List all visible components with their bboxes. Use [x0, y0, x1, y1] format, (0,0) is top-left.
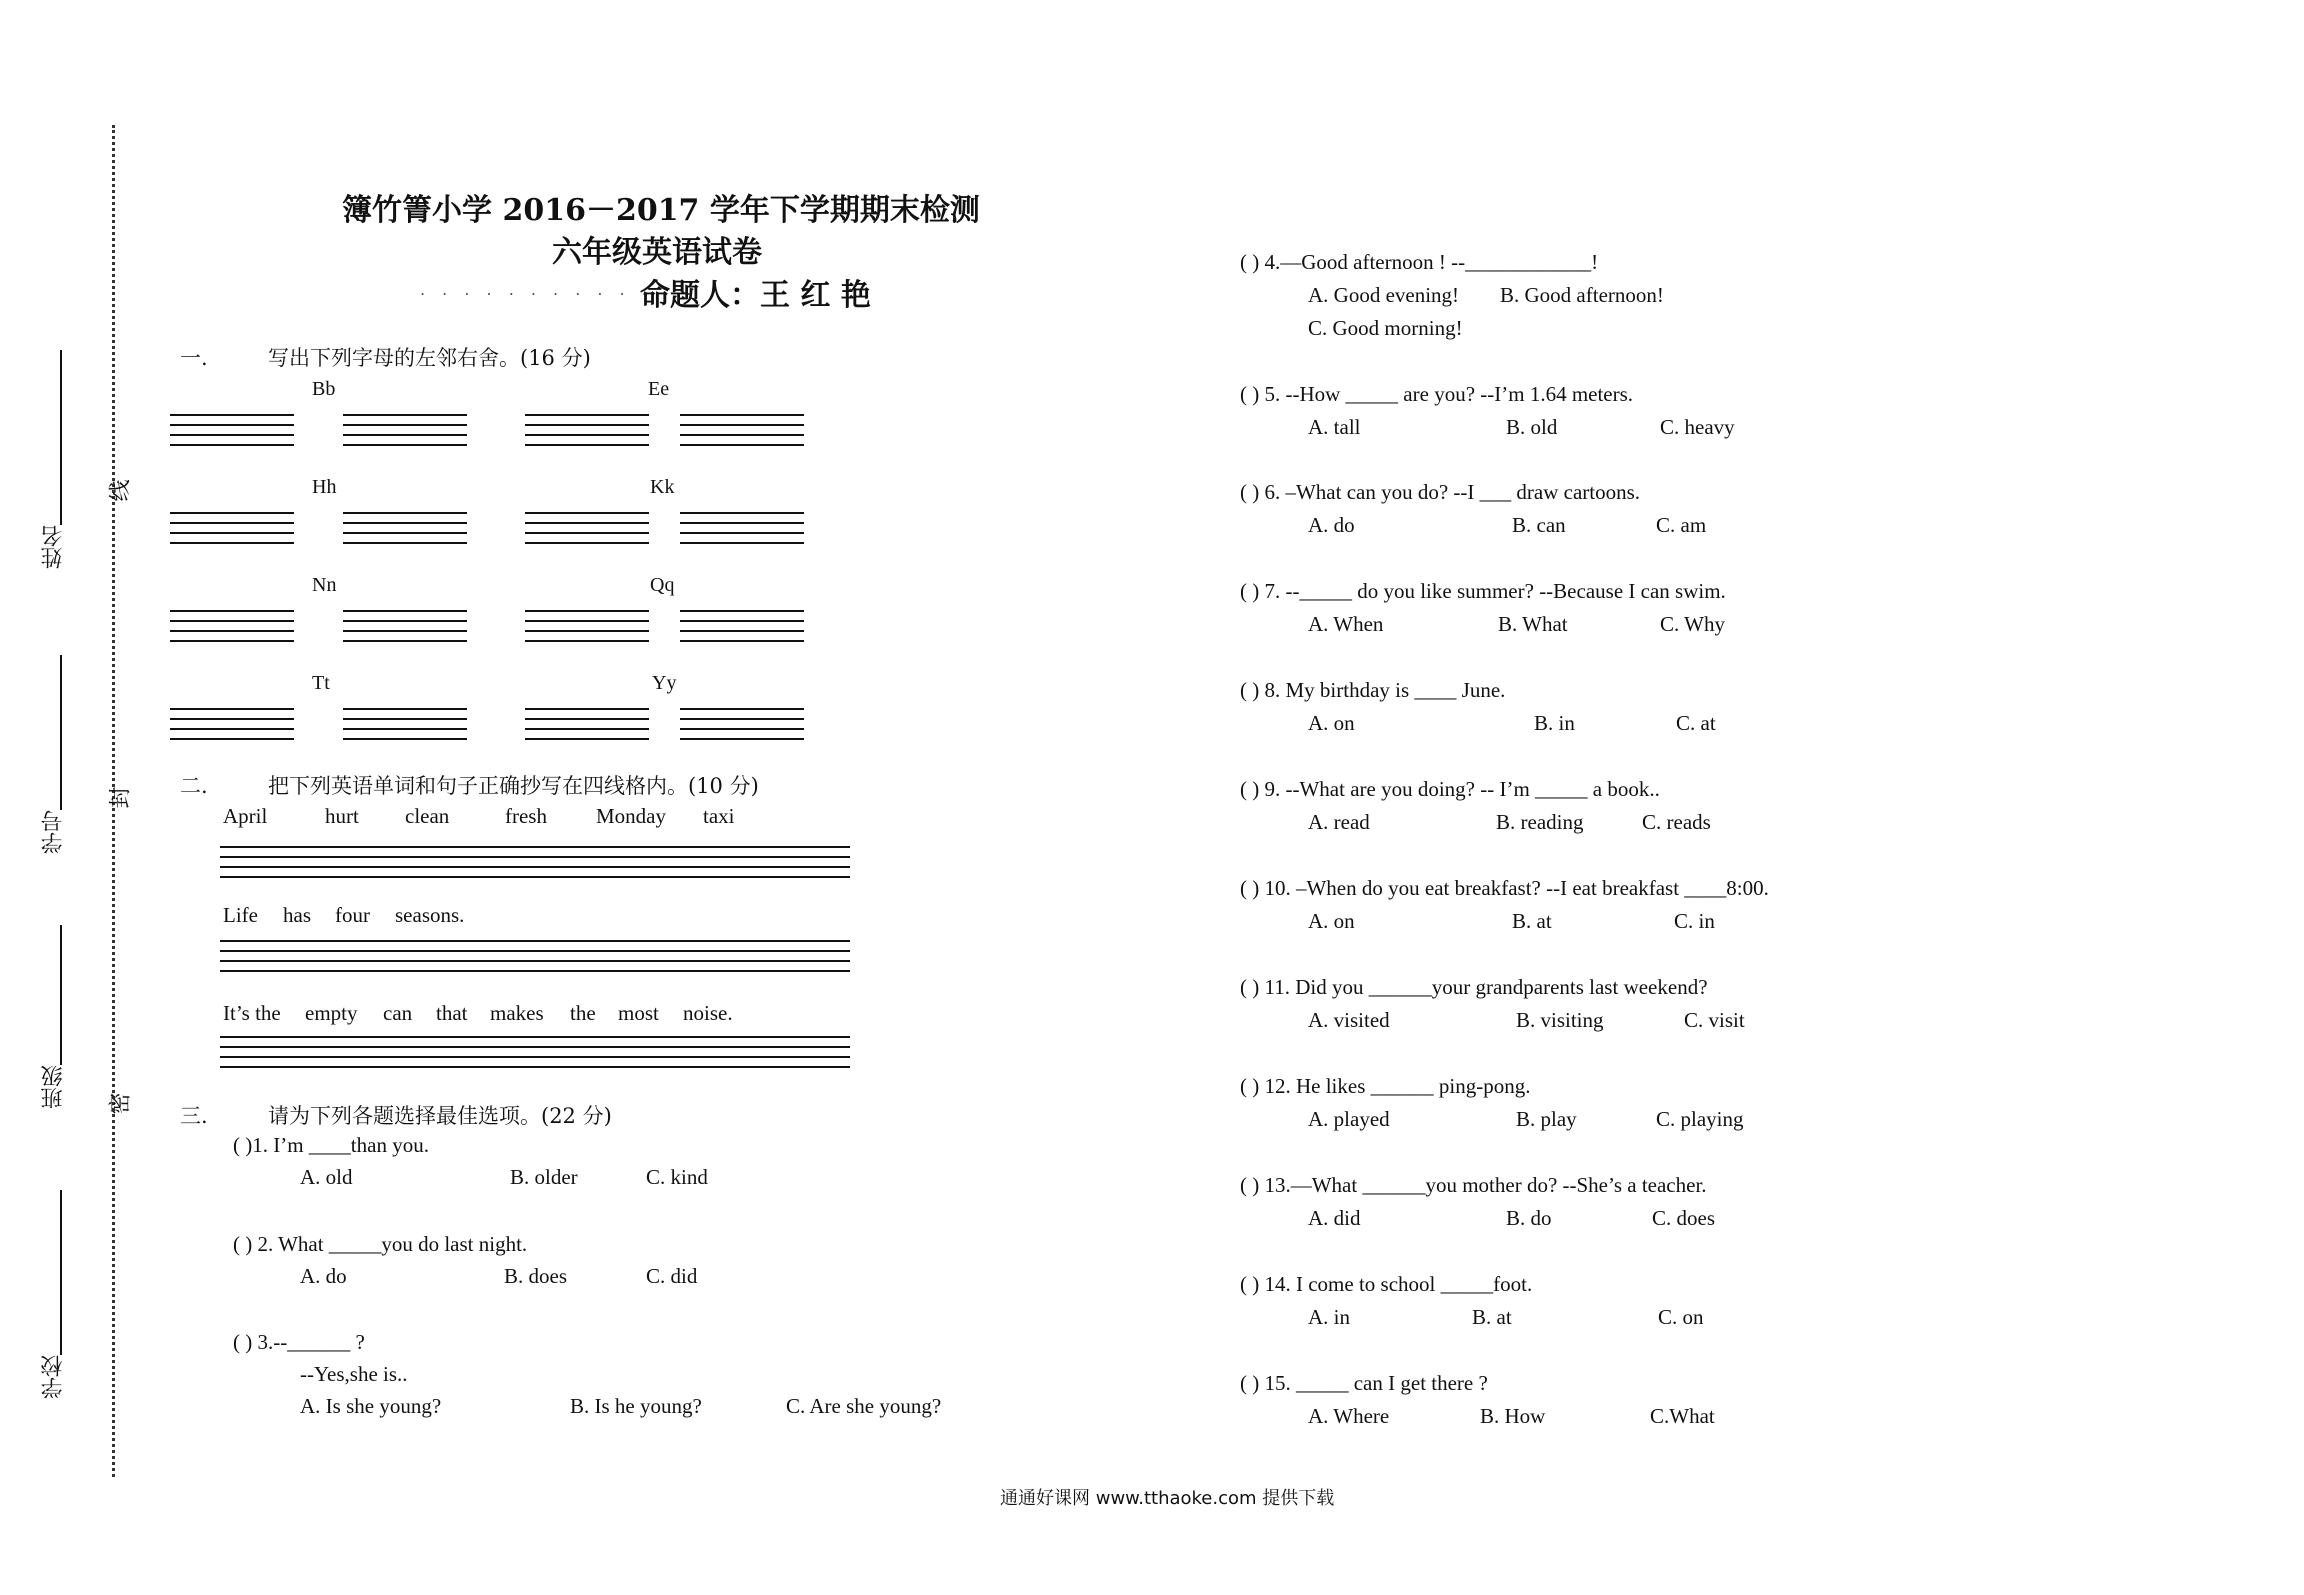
letter-yy: Yy — [652, 672, 677, 694]
option-b: B. old — [1506, 415, 1558, 439]
copy-grid — [220, 1036, 850, 1076]
question-stem: ( ) 15. _____ can I get there ? — [1240, 1371, 1488, 1395]
letter-grid — [525, 414, 649, 454]
question-stem: ( ) 11. Did you ______your grandparents last weekend? — [1240, 975, 1708, 999]
letter-bb: Bb — [312, 378, 336, 400]
option-a: A. read — [1308, 810, 1370, 834]
exam-author: 命题人：王 红 艳 — [640, 278, 871, 313]
letter-tt: Tt — [312, 672, 330, 694]
option-a: A. Where — [1308, 1404, 1390, 1428]
binding-mark-seal: 封 — [108, 786, 134, 809]
copy-word: can — [383, 1001, 413, 1025]
option-c: C. at — [1676, 711, 1716, 735]
letter-grid — [170, 414, 294, 454]
section1-heading: 写出下列字母的左邻右舍。(16 分) — [268, 346, 591, 370]
option-a: A. tall — [1308, 415, 1361, 439]
copy-word: empty — [305, 1001, 358, 1025]
option-a: A. do — [1308, 513, 1355, 537]
letter-grid — [170, 610, 294, 650]
letter-grid — [525, 708, 649, 748]
binding-mark-line: 线 — [108, 479, 134, 502]
option-b: B. does — [504, 1264, 567, 1288]
binding-mark-secret: 密 — [108, 1092, 134, 1115]
author-dots: . . . . . . . . . . . . . — [420, 280, 698, 299]
copy-word: April — [223, 804, 268, 828]
letter-grid — [170, 512, 294, 552]
class-label: 班级 — [41, 1065, 66, 1109]
question-stem: ( ) 3.--______ ? — [233, 1330, 365, 1354]
question-stem: ( ) 7. --_____ do you like summer? --Because I can swim. — [1240, 579, 1726, 603]
letter-grid — [525, 610, 649, 650]
option-b: B. older — [510, 1165, 578, 1189]
school-blank — [60, 1190, 62, 1355]
option-a: A. visited — [1308, 1008, 1390, 1032]
option-b: B. do — [1506, 1206, 1552, 1230]
school-label: 学校 — [41, 1355, 66, 1399]
option-c: C. in — [1674, 909, 1715, 933]
option-c: C.What — [1650, 1404, 1715, 1428]
copy-word: makes — [490, 1001, 544, 1025]
option-c: C. kind — [646, 1165, 708, 1189]
copy-word: Life — [223, 903, 258, 927]
option-a: A. do — [300, 1264, 347, 1288]
copy-word: hurt — [325, 804, 359, 828]
option-c: C. on — [1658, 1305, 1704, 1329]
copy-word: noise. — [683, 1001, 733, 1025]
option-c: C. Are she young? — [786, 1394, 942, 1418]
option-a: A. did — [1308, 1206, 1361, 1230]
option-b: B. at — [1472, 1305, 1512, 1329]
option-c: C. visit — [1684, 1008, 1745, 1032]
option-a: A. old — [300, 1165, 353, 1189]
copy-word: four — [335, 903, 370, 927]
option-c: C. does — [1652, 1206, 1715, 1230]
option-c: C. Good morning! — [1308, 316, 1463, 340]
question-extra: --Yes,she is.. — [300, 1362, 408, 1386]
letter-grid — [680, 610, 804, 650]
option-c: C. Why — [1660, 612, 1725, 636]
option-b: B. Good afternoon! — [1500, 283, 1664, 307]
exam-title: 簿竹箐小学 2016－2017 学年下学期期末检测 — [342, 193, 980, 228]
option-a: A. on — [1308, 711, 1355, 735]
letter-qq: Qq — [650, 574, 675, 596]
copy-word: It’s the — [223, 1001, 281, 1025]
copy-word: has — [283, 903, 311, 927]
copy-word: most — [618, 1001, 659, 1025]
option-a: A. played — [1308, 1107, 1390, 1131]
student-no-label: 学号 — [41, 810, 66, 854]
question-stem: ( ) 6. –What can you do? --I ___ draw cartoons. — [1240, 480, 1641, 504]
copy-word: taxi — [703, 804, 735, 828]
question-stem: ( ) 13.—What ______you mother do? --She’s a teacher. — [1240, 1173, 1707, 1197]
letter-ee: Ee — [648, 378, 670, 400]
letter-hh: Hh — [312, 476, 337, 498]
question-stem: ( ) 5. --How _____ are you? --I’m 1.64 meters. — [1240, 382, 1634, 406]
question-stem: ( ) 9. --What are you doing? -- I’m _____ a book.. — [1240, 777, 1660, 801]
letter-grid — [343, 414, 467, 454]
letter-grid — [170, 708, 294, 748]
option-b: B. in — [1534, 711, 1575, 735]
copy-word: Monday — [596, 804, 666, 828]
option-b: B. reading — [1496, 810, 1584, 834]
option-a: A. on — [1308, 909, 1355, 933]
letter-kk: Kk — [650, 476, 675, 498]
copy-word: fresh — [505, 804, 547, 828]
option-c: C. reads — [1642, 810, 1711, 834]
question-stem: ( ) 14. I come to school _____foot. — [1240, 1272, 1533, 1296]
section3-heading: 请为下列各题选择最佳选项。(22 分) — [268, 1104, 612, 1128]
question-stem: ( ) 4.—Good afternoon ! --____________! — [1240, 250, 1599, 274]
class-blank — [60, 925, 62, 1065]
option-b: B. How — [1480, 1404, 1546, 1428]
question-stem: ( ) 2. What _____you do last night. — [233, 1232, 528, 1256]
option-b: B. visiting — [1516, 1008, 1604, 1032]
copy-word: the — [570, 1001, 596, 1025]
letter-grid — [343, 610, 467, 650]
section2-number: 二. — [180, 774, 208, 798]
letter-grid — [525, 512, 649, 552]
option-b: B. What — [1498, 612, 1568, 636]
option-a: A. When — [1308, 612, 1384, 636]
exam-subtitle: 六年级英语试卷 — [552, 235, 762, 270]
copy-word: that — [436, 1001, 468, 1025]
letter-grid — [680, 414, 804, 454]
letter-grid — [343, 512, 467, 552]
question-stem: ( ) 8. My birthday is ____ June. — [1240, 678, 1506, 702]
section3-number: 三. — [180, 1104, 208, 1128]
question-stem: ( ) 10. –When do you eat breakfast? --I eat breakfast ____8:00. — [1240, 876, 1769, 900]
option-b: B. play — [1516, 1107, 1577, 1131]
option-c: C. heavy — [1660, 415, 1735, 439]
copy-word: clean — [405, 804, 450, 828]
footer-source: 通通好课网 www.tthaoke.com 提供下载 — [1000, 1488, 1335, 1509]
option-b: B. at — [1512, 909, 1552, 933]
section2-heading: 把下列英语单词和句子正确抄写在四线格内。(10 分) — [268, 774, 759, 798]
copy-word: seasons. — [395, 903, 465, 927]
option-c: C. did — [646, 1264, 698, 1288]
copy-grid — [220, 846, 850, 886]
question-stem: ( )1. I’m ____than you. — [233, 1133, 429, 1157]
question-stem: ( ) 12. He likes ______ ping-pong. — [1240, 1074, 1531, 1098]
copy-grid — [220, 940, 850, 980]
option-b: B. can — [1512, 513, 1566, 537]
option-a: A. in — [1308, 1305, 1350, 1329]
option-a: A. Good evening! — [1308, 283, 1460, 307]
letter-grid — [680, 708, 804, 748]
option-b: B. Is he young? — [570, 1394, 702, 1418]
option-c: C. am — [1656, 513, 1707, 537]
option-a: A. Is she young? — [300, 1394, 442, 1418]
student-no-blank — [60, 655, 62, 810]
option-c: C. playing — [1656, 1107, 1744, 1131]
name-label: 姓名 — [41, 525, 66, 569]
letter-grid — [680, 512, 804, 552]
letter-grid — [343, 708, 467, 748]
letter-nn: Nn — [312, 574, 337, 596]
name-blank — [60, 350, 62, 525]
section1-number: 一. — [180, 346, 208, 370]
